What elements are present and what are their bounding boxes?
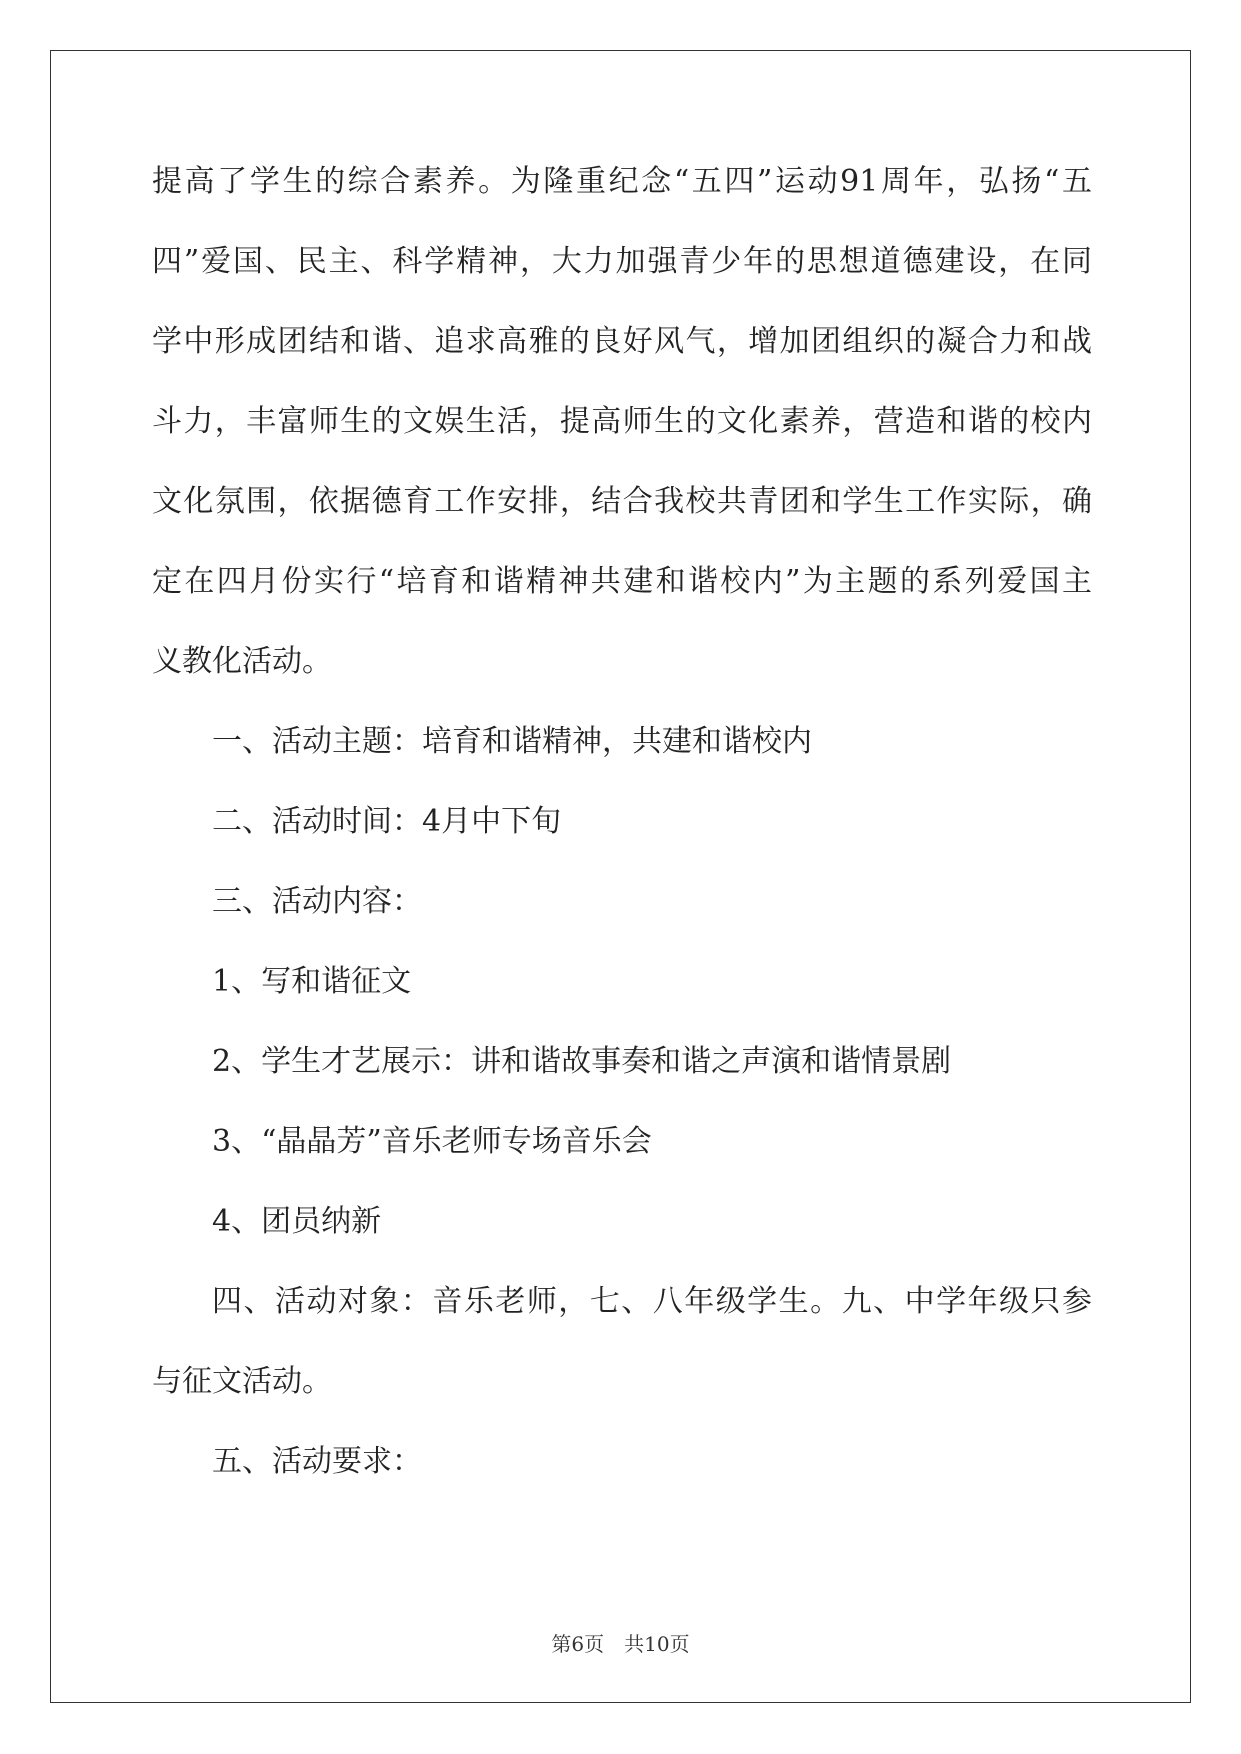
intro-line-5: 文化氛围，依据德育工作安排，结合我校共青团和学生工作实际，确 [152, 484, 1092, 519]
section-audience-line-1: 四、活动对象：音乐老师，七、八年级学生。九、中学年级只参 [212, 1284, 1092, 1319]
content-item-1: 1、写和谐征文 [212, 964, 412, 999]
section-requirements-heading: 五、活动要求： [212, 1444, 422, 1479]
section-content-heading: 三、活动内容： [212, 884, 422, 919]
page-number-footer: 第6页 共10页 [551, 1632, 690, 1656]
intro-line-4: 斗力，丰富师生的文娱生活，提高师生的文化素养，营造和谐的校内 [152, 404, 1092, 439]
section-audience-line-2: 与征文活动。 [152, 1364, 332, 1399]
content-item-4: 4、团员纳新 [212, 1204, 382, 1239]
intro-line-3: 学中形成团结和谐、追求高雅的良好风气，增加团组织的凝合力和战 [152, 324, 1092, 359]
section-theme: 一、活动主题：培育和谐精神，共建和谐校内 [212, 724, 812, 759]
intro-line-7: 义教化活动。 [152, 644, 332, 679]
intro-line-6: 定在四月份实行“培育和谐精神共建和谐校内”为主题的系列爱国主 [152, 564, 1092, 599]
content-item-2: 2、学生才艺展示：讲和谐故事奏和谐之声演和谐情景剧 [212, 1044, 952, 1079]
section-time: 二、活动时间：4月中下旬 [212, 804, 562, 839]
content-item-3: 3、“晶晶芳”音乐老师专场音乐会 [212, 1124, 652, 1159]
document-body [152, 158, 1092, 1518]
intro-line-1: 提高了学生的综合素养。为隆重纪念“五四”运动91周年，弘扬“五 [152, 164, 1092, 199]
intro-line-2: 四”爱国、民主、科学精神，大力加强青少年的思想道德建设，在同 [152, 244, 1092, 279]
